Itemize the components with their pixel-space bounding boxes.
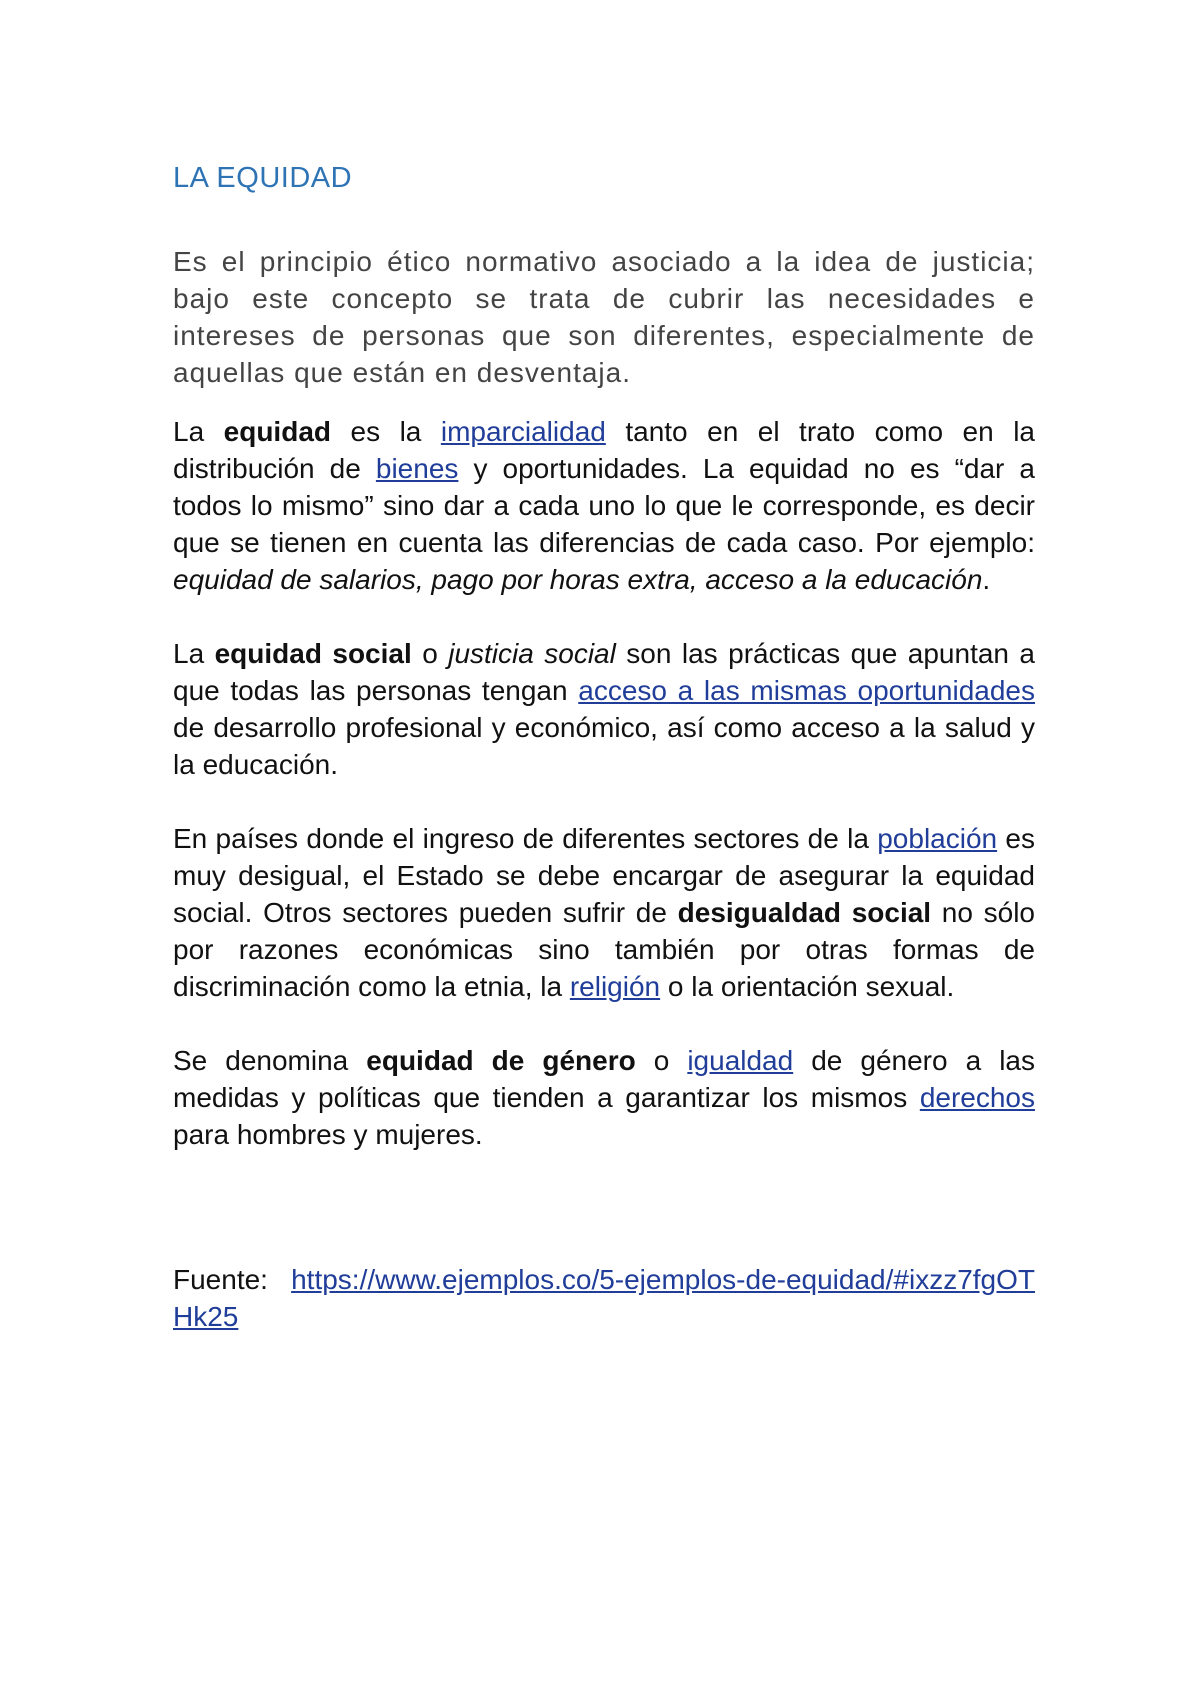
paragraph-desigualdad: En países donde el ingreso de diferentes sectores de la población es muy desigual, el Estado se debe encargar de asegurar la equidad social. Otros sectores pueden sufrir de desigualdad social no sólo por razones económicas sino también por otras formas de discriminación como la etnia, la religión o la orientación sexual. bbox=[173, 823, 1035, 1002]
italic-justicia-social: justicia social bbox=[448, 638, 616, 669]
link-derechos[interactable]: derechos bbox=[919, 1082, 1035, 1113]
source-label: Fuente: bbox=[173, 1264, 292, 1295]
paragraph-equidad-genero: Se denomina equidad de género o igualdad de género a las medidas y políticas que tienden a garantizar los mismos derechos para hombres y mujeres. bbox=[173, 1045, 1035, 1150]
bold-term-equidad-social: equidad social bbox=[214, 638, 412, 669]
paragraph-equidad-social: La equidad social o justicia social son las prácticas que apuntan a que todas las personas tengan acceso a las mismas oportunidades de desarrollo profesional y económico, así como acceso a la salud y la educación. bbox=[173, 638, 1036, 780]
link-imparcialidad[interactable]: imparcialidad bbox=[440, 416, 606, 447]
document-title: LA EQUIDAD bbox=[173, 162, 353, 194]
document-page bbox=[173, 160, 1035, 1372]
paragraph-equidad: La equidad es la imparcialidad tanto en el trato como en la distribución de bienes y oportunidades. La equidad no es “dar a todos lo mismo” sino dar a cada uno lo que le corresponde, es decir que se tienen en cuenta las diferencias de cada caso. Por ejemplo: equidad de salarios, pago por horas extra, acceso a la educación. bbox=[173, 416, 1035, 595]
link-poblacion[interactable]: población bbox=[877, 823, 998, 854]
italic-examples: equidad de salarios, pago por horas extra, acceso a la educación bbox=[173, 564, 983, 595]
source-link[interactable]: https://www.ejemplos.co/5-ejemplos-de-equidad/#ixzz7fgOTHk25 bbox=[173, 1264, 1035, 1332]
bold-term-equidad: equidad bbox=[223, 416, 331, 447]
intro-paragraph: Es el principio ético normativo asociado a la idea de justicia; bajo este concepto se trata de cubrir las necesidades e intereses de personas que son diferentes, especialmente de aquellas que están en desventaja. bbox=[173, 246, 1035, 388]
bold-term-equidad-genero: equidad de género bbox=[366, 1045, 636, 1076]
source-citation bbox=[173, 1261, 1035, 1335]
link-religion[interactable]: religión bbox=[569, 971, 661, 1002]
link-igualdad[interactable]: igualdad bbox=[687, 1045, 794, 1076]
bold-term-desigualdad-social: desigualdad social bbox=[677, 897, 932, 928]
link-bienes[interactable]: bienes bbox=[375, 453, 459, 484]
link-acceso-oportunidades[interactable]: acceso a las mismas oportunidades bbox=[578, 675, 1035, 706]
